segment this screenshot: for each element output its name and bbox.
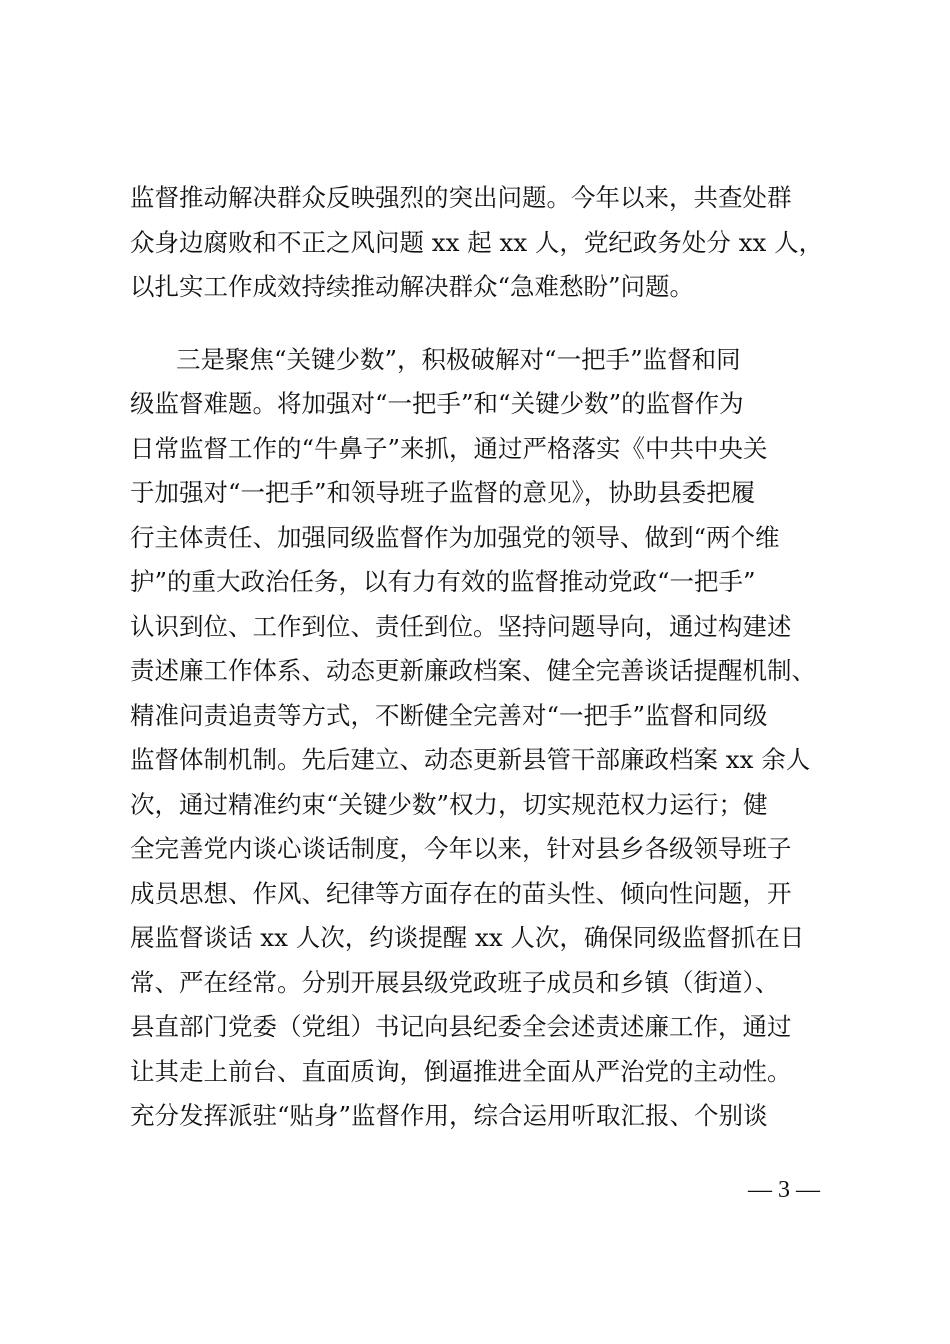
paragraph-1 [130, 176, 824, 310]
paragraph-spacer [130, 310, 820, 338]
text-line: 让其走上前台、直面质询，倒逼推进全面从严治党的主动性。 [130, 1056, 792, 1086]
text-line: 认识到位、工作到位、责任到位。坚持问题导向，通过构建述 [130, 611, 792, 641]
text-line: 众身边腐败和不正之风问题 xx 起 xx 人，党纪政务处分 xx 人， [130, 227, 824, 257]
paragraph-2 [130, 338, 820, 1139]
text-line: 常、严在经常。分别开展县级党政班子成员和乡镇（街道）、 [130, 967, 780, 997]
text-line: 行主体责任、加强同级监督作为加强党的领导、做到“两个维 [130, 522, 780, 552]
text-line: 三是聚焦“关键少数”，积极破解对“一把手”监督和同 [176, 344, 741, 374]
text-line: 全完善党内谈心谈话制度，今年以来，针对县乡各级领导班子 [130, 834, 792, 863]
text-line: 精准问责追责等方式，不断健全完善对“一把手”监督和同级 [130, 700, 768, 730]
text-line: 成员思想、作风、纪律等方面存在的苗头性、倾向性问题，开 [130, 878, 792, 908]
text-line: 监督体制机制。先后建立、动态更新县管干部廉政档案 xx 余人 [130, 745, 811, 774]
text-line: 护”的重大政治任务，以有力有效的监督推动党政“一把手” [130, 567, 756, 596]
text-line: 于加强对“一把手”和领导班子监督的意见》，协助县委把履 [130, 478, 756, 507]
text-line: 日常监督工作的“牛鼻子”来抓，通过严格落实《中共中央关 [130, 433, 768, 463]
text-line: 展监督谈话 xx 人次，约谈提醒 xx 人次，确保同级监督抓在日 [130, 923, 805, 952]
text-line: 以扎实工作成效持续推动解决群众“急难愁盼”问题。 [130, 272, 695, 301]
text-line: 责述廉工作体系、动态更新廉政档案、健全完善谈话提醒机制、 [130, 656, 816, 685]
page-number: — 3 — [748, 1177, 820, 1203]
text-line: 充分发挥派驻“贴身”监督作用，综合运用听取汇报、个别谈 [130, 1101, 768, 1130]
text-line: 次，通过精准约束“关键少数”权力，切实规范权力运行；健 [130, 789, 768, 819]
text-line: 级监督难题。将加强对“一把手”和“关键少数”的监督作为 [130, 389, 744, 418]
body-text [130, 176, 824, 1139]
text-line: 县直部门党委（党组）书记向县纪委全会述责述廉工作，通过 [130, 1012, 792, 1041]
text-line: 监督推动解决群众反映强烈的突出问题。今年以来，共查处群 [130, 183, 792, 212]
